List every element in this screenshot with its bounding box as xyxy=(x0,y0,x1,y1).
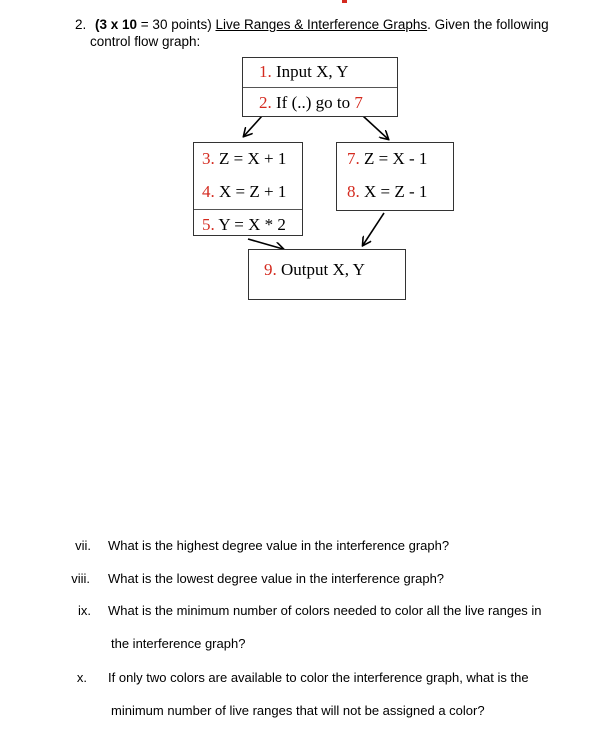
line-number: 9. xyxy=(264,260,277,279)
divider xyxy=(194,209,302,210)
cfg-block-2 xyxy=(193,142,303,236)
edge-1-to-3 xyxy=(244,116,262,136)
cfg-line-4 xyxy=(202,182,286,202)
cfg-line-9 xyxy=(264,260,365,280)
points-label: (3 x 10 xyxy=(95,17,138,32)
cfg-block-1 xyxy=(242,57,398,117)
line-number: 4. xyxy=(202,182,215,201)
line-number: 3. xyxy=(202,149,215,168)
cfg-line-5 xyxy=(202,215,286,235)
line-number: 1. xyxy=(259,62,272,81)
statement-text: Z = X + 1 xyxy=(214,149,287,168)
subquestion-text: What is the lowest degree value in the interference graph? xyxy=(108,571,445,586)
line-number: 2. xyxy=(259,93,272,112)
edge-8-to-9 xyxy=(363,213,384,245)
subquestion-text: the interference graph? xyxy=(111,636,246,651)
line-number: 8. xyxy=(347,182,360,201)
topic-title: Live Ranges & Interference Graphs xyxy=(215,17,428,32)
statement-text: X = Z - 1 xyxy=(359,182,428,201)
edge-5-to-9 xyxy=(248,239,283,249)
cfg-line-8 xyxy=(347,182,427,202)
subquestion-label: x. xyxy=(76,670,87,685)
subquestion-text: minimum number of live ranges that will not be assigned a color? xyxy=(111,703,485,718)
statement-text: Y = X * 2 xyxy=(214,215,286,234)
edge-2-to-7 xyxy=(363,116,388,139)
statement-text: Output X, Y xyxy=(276,260,365,279)
statement-text: X = Z + 1 xyxy=(214,182,287,201)
question-intro: . Given the following xyxy=(427,17,549,32)
divider xyxy=(243,87,397,88)
question-intro-continued: control flow graph: xyxy=(90,34,201,49)
line-number: 5. xyxy=(202,215,215,234)
statement-text: If (..) go to xyxy=(271,93,355,112)
cfg-block-4 xyxy=(248,249,406,300)
points-total: = 30 points) xyxy=(140,17,212,32)
cfg-line-2 xyxy=(259,93,363,113)
subquestion-label: ix. xyxy=(78,603,91,618)
cfg-line-7 xyxy=(347,149,427,169)
cfg-line-1 xyxy=(259,62,349,82)
subquestion-text: What is the minimum number of colors needed to color all the live ranges in xyxy=(108,603,542,618)
question-number: 2. xyxy=(75,17,87,32)
cfg-block-3 xyxy=(336,142,454,211)
subquestion-text: If only two colors are available to color the interference graph, what is the xyxy=(108,670,529,685)
cfg-line-3 xyxy=(202,149,286,169)
statement-text: Input X, Y xyxy=(271,62,349,81)
subquestion-label: vii. xyxy=(75,538,91,553)
subquestion-label: viii. xyxy=(71,571,90,586)
jump-target: 7 xyxy=(354,93,363,112)
line-number: 7. xyxy=(347,149,360,168)
statement-text: Z = X - 1 xyxy=(359,149,428,168)
subquestion-text: What is the highest degree value in the interference graph? xyxy=(108,538,450,553)
